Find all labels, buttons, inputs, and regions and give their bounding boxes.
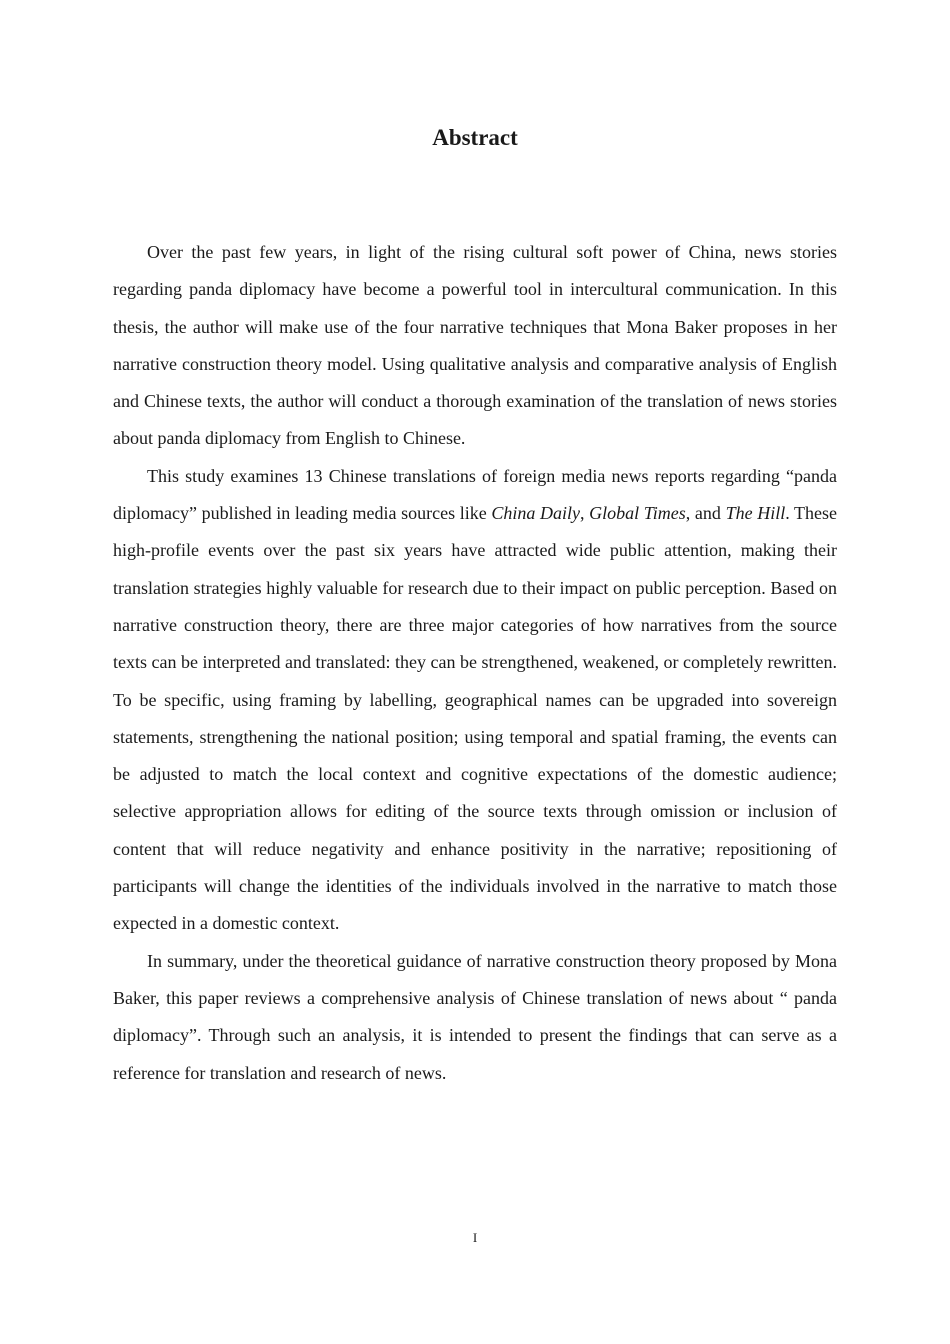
abstract-body xyxy=(113,234,837,1092)
source-the-hill: The Hill xyxy=(725,503,786,524)
abstract-paragraph-3: In summary, under the theoretical guidance of narrative construction theory proposed by Mona Baker, this paper reviews a comprehensive analysis of Chinese translation of news about “ panda diplomacy”. Through such an analysis, it is intended to present the findings that can serve as a reference for translation and research of news. xyxy=(113,950,837,1083)
source-global-times: Global Times xyxy=(589,503,686,524)
source-china-daily: China Daily xyxy=(491,503,580,524)
separator-1: , xyxy=(580,503,590,524)
abstract-paragraph-2 xyxy=(113,458,837,943)
abstract-title: Abstract xyxy=(432,125,518,150)
paragraph-2-body: . These high-profile events over the past six years have attracted wide public attention, making their translation strategies highly valuable for research due to their impact on public perception. Based on narrative construction theory, there are three major categories of how narratives from the source texts can be interpreted and translated: they can be strengthened, weakened, or completely rewritten. To be specific, using framing by labelling, geographical names can be upgraded into sovereign statements, strengthening the national position; using temporal and spatial framing, the events can be adjusted to match the local context and cognitive expectations of the domestic audience; selective appropriation allows for editing of the source texts through omission or inclusion of content that will reduce negativity and enhance positivity in the narrative; repositioning of participants will change the identities of the individuals involved in the narrative to match those expected in a domestic context. xyxy=(113,503,837,934)
separator-2: , and xyxy=(685,503,726,524)
page-number: I xyxy=(472,1230,478,1245)
abstract-paragraph-1: Over the past few years, in light of the rising cultural soft power of China, news stories regarding panda diplomacy have become a powerful tool in intercultural communication. In this thesis, the author will make use of the four narrative techniques that Mona Baker proposes in her narrative construction theory model. Using qualitative analysis and comparative analysis of English and Chinese texts, the author will conduct a thorough examination of the translation of news stories about panda diplomacy from English to Chinese. xyxy=(113,242,837,449)
paragraph-2-intro: This study examines 13 Chinese translations of foreign media news reports regarding “panda diplomacy” published in leading media sources like xyxy=(113,465,837,524)
